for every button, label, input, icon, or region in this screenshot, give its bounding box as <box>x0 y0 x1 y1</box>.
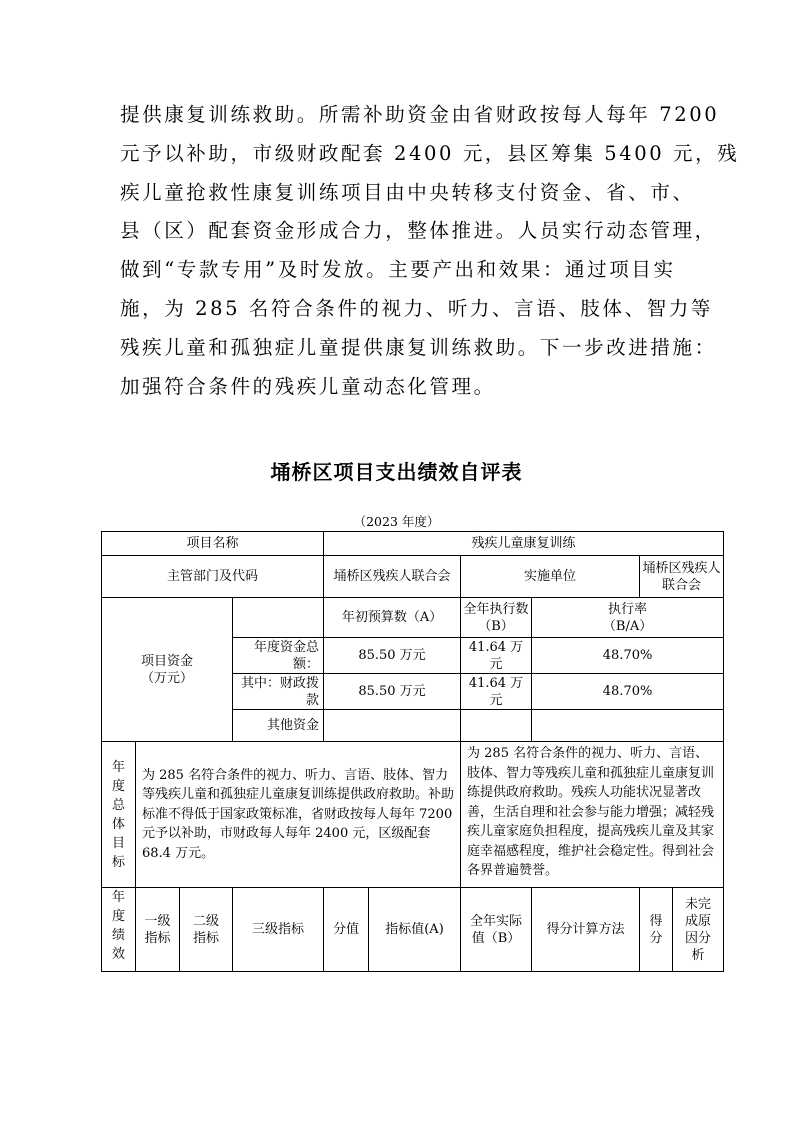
paragraph-line: 县（区）配套资金形成合力，整体推进。人员实行动态管理， <box>120 219 717 243</box>
body-paragraph <box>120 96 740 406</box>
paragraph-line: 疾儿童抢救性康复训练项目由中央转移支付资金、省、市、 <box>120 180 695 204</box>
impl-value: 埇桥区残疾人联合会 <box>640 556 724 598</box>
method-header: 得分计算方法 <box>532 888 640 972</box>
level3-header: 三级指标 <box>233 888 324 972</box>
target-header: 指标值(A) <box>369 888 461 972</box>
level1-header: 一级 指标 <box>136 888 180 972</box>
funds-row-exec: 41.64 万元 <box>461 674 532 710</box>
dept-label: 主管部门及代码 <box>102 556 324 598</box>
project-name-label: 项目名称 <box>102 532 324 556</box>
funds-header-blank <box>233 598 324 638</box>
funds-row-exec <box>461 710 532 742</box>
funds-row-label: 年度资金总额： <box>233 638 324 674</box>
table-title: 埇桥区项目支出绩效自评表 <box>270 460 523 484</box>
paragraph-line: 残疾儿童和孤独症儿童提供康复训练救助。下一步改进措施： <box>120 335 717 359</box>
funds-row-budget <box>324 710 461 742</box>
perf-label: 年 度 绩 效 <box>102 888 136 972</box>
funds-row-budget: 85.50 万元 <box>324 674 461 710</box>
goal-left-text: 为 285 名符合条件的视力、听力、言语、肢体、智力等残疾儿童和孤独症儿童康复训练提供政府救助。补助标准不得低于国家政策标准，省财政按每人每年 7200 元予以补助，市财政每人每年 2400 元，区级配套 68.4 万元。 <box>136 742 461 888</box>
paragraph-line: 施，为 285 名符合条件的视力、听力、言语、肢体、智力等 <box>120 296 714 320</box>
funds-row-label: 其中：财政拨款 <box>233 674 324 710</box>
funds-row-budget: 85.50 万元 <box>324 638 461 674</box>
project-name-value: 残疾儿童康复训练 <box>324 532 724 556</box>
funds-row-rate: 48.70% <box>532 638 724 674</box>
paragraph-line: 元予以补助，市级财政配套 2400 元，县区筹集 5400 元，残 <box>120 141 740 165</box>
reason-header: 未完 成原 因分 析 <box>673 888 724 972</box>
impl-label: 实施单位 <box>461 556 640 598</box>
actual-header: 全年实际 值（B） <box>461 888 532 972</box>
year-label: （2023 年度） <box>353 514 440 529</box>
funds-row-exec: 41.64 万元 <box>461 638 532 674</box>
paragraph-line: 加强符合条件的残疾儿童动态化管理。 <box>120 374 496 398</box>
paragraph-line: 做到“专款专用”及时发放。主要产出和效果：通过项目实 <box>120 258 676 282</box>
funds-label: 项目资金 （万元） <box>102 598 233 742</box>
dept-value: 埇桥区残疾人联合会 <box>324 556 461 598</box>
funds-row-rate: 48.70% <box>532 674 724 710</box>
got-score-header: 得 分 <box>640 888 673 972</box>
funds-row-rate <box>532 710 724 742</box>
funds-row-label: 其他资金 <box>233 710 324 742</box>
paragraph-line: 提供康复训练救助。所需补助资金由省财政按每人每年 7200 <box>120 103 720 126</box>
performance-table <box>101 531 724 972</box>
rate-header: 执行率 （B/A） <box>532 598 724 638</box>
level2-header: 二级 指标 <box>180 888 233 972</box>
goal-label: 年 度 总 体 目 标 <box>102 742 136 888</box>
score-header: 分值 <box>324 888 369 972</box>
budget-header: 年初预算数（A） <box>324 598 461 638</box>
exec-header: 全年执行数 （B） <box>461 598 532 638</box>
goal-right-text: 为 285 名符合条件的视力、听力、言语、肢体、智力等残疾儿童和孤独症儿童康复训练提供政府救助。残疾人功能状况显著改善，生活自理和社会参与能力增强；减轻残疾儿童家庭负担程度，提高残疾儿童及其家庭幸福感程度，维护社会稳定性。得到社会各界普遍赞誉。 <box>461 742 724 888</box>
